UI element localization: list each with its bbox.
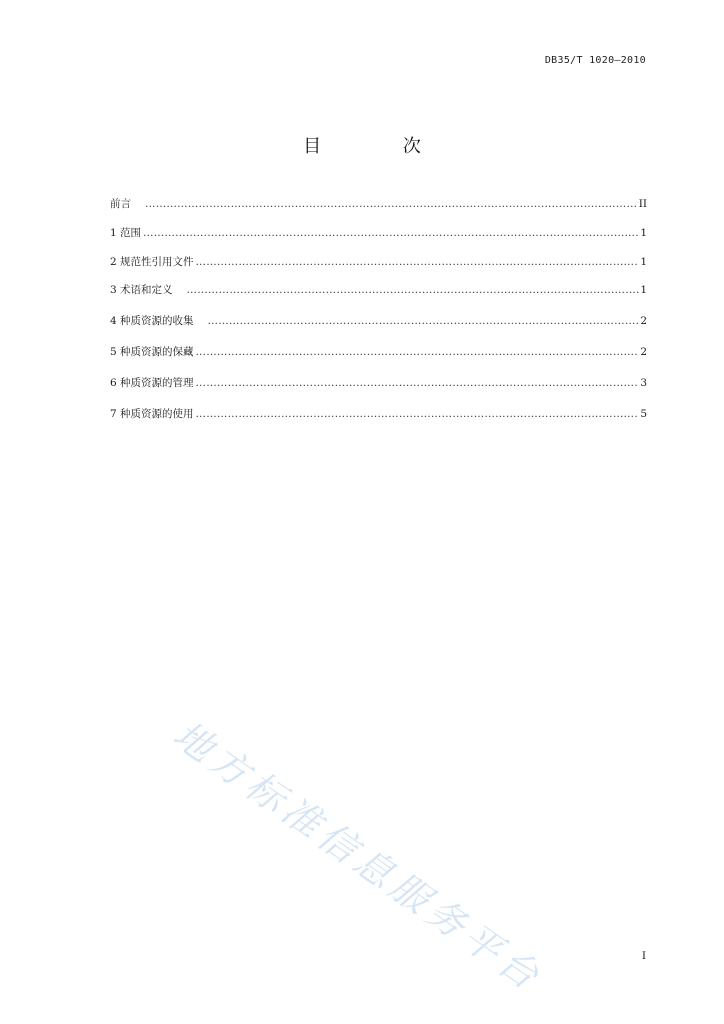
toc-entry-usage[interactable]: [110, 405, 647, 421]
toc-entry-page: 1: [640, 227, 647, 239]
toc-entry-label: 7 种质资源的使用: [110, 408, 194, 420]
toc-entry-page: 5: [640, 408, 647, 420]
toc-leader-dots: [208, 314, 640, 328]
toc-leader-dots: [187, 283, 640, 297]
toc-entry-label: 3 术语和定义: [110, 284, 173, 296]
toc-entry-foreword[interactable]: [110, 195, 647, 211]
toc-entry-scope[interactable]: [110, 224, 647, 240]
page-number: I: [641, 950, 646, 962]
toc-leader-dots: [196, 407, 640, 421]
toc-entry-terms-definitions[interactable]: [110, 281, 647, 297]
toc-entry-preservation[interactable]: [110, 343, 647, 359]
toc-entry-page: 1: [640, 256, 647, 268]
toc-entry-normative-references[interactable]: [110, 253, 647, 269]
toc-entry-page: II: [638, 198, 647, 210]
toc-entry-label: 4 种质资源的收集: [110, 315, 194, 327]
toc-entry-label: 1 范围: [110, 227, 142, 239]
page-title: 目 次: [303, 136, 459, 157]
document-code: DB35/T 1020—2010: [544, 55, 646, 66]
toc-entry-label: 前言: [110, 198, 131, 210]
toc-leader-dots: [196, 376, 640, 390]
toc-entry-collection[interactable]: [110, 312, 647, 328]
toc-entry-management[interactable]: [110, 374, 647, 390]
toc-entry-page: 3: [640, 377, 647, 389]
toc-leader-dots: [145, 197, 638, 211]
toc-leader-dots: [196, 345, 640, 359]
toc-entry-label: 5 种质资源的保藏: [110, 346, 194, 358]
toc-leader-dots: [143, 226, 639, 240]
watermark: 地方标准信息服务平台: [165, 712, 552, 1001]
toc-entry-page: 2: [640, 315, 647, 327]
toc-entry-page: 1: [640, 284, 647, 296]
toc-entry-label: 2 规范性引用文件: [110, 256, 194, 268]
toc-entry-page: 2: [640, 346, 647, 358]
toc-entry-label: 6 种质资源的管理: [110, 377, 194, 389]
toc-leader-dots: [196, 255, 640, 269]
